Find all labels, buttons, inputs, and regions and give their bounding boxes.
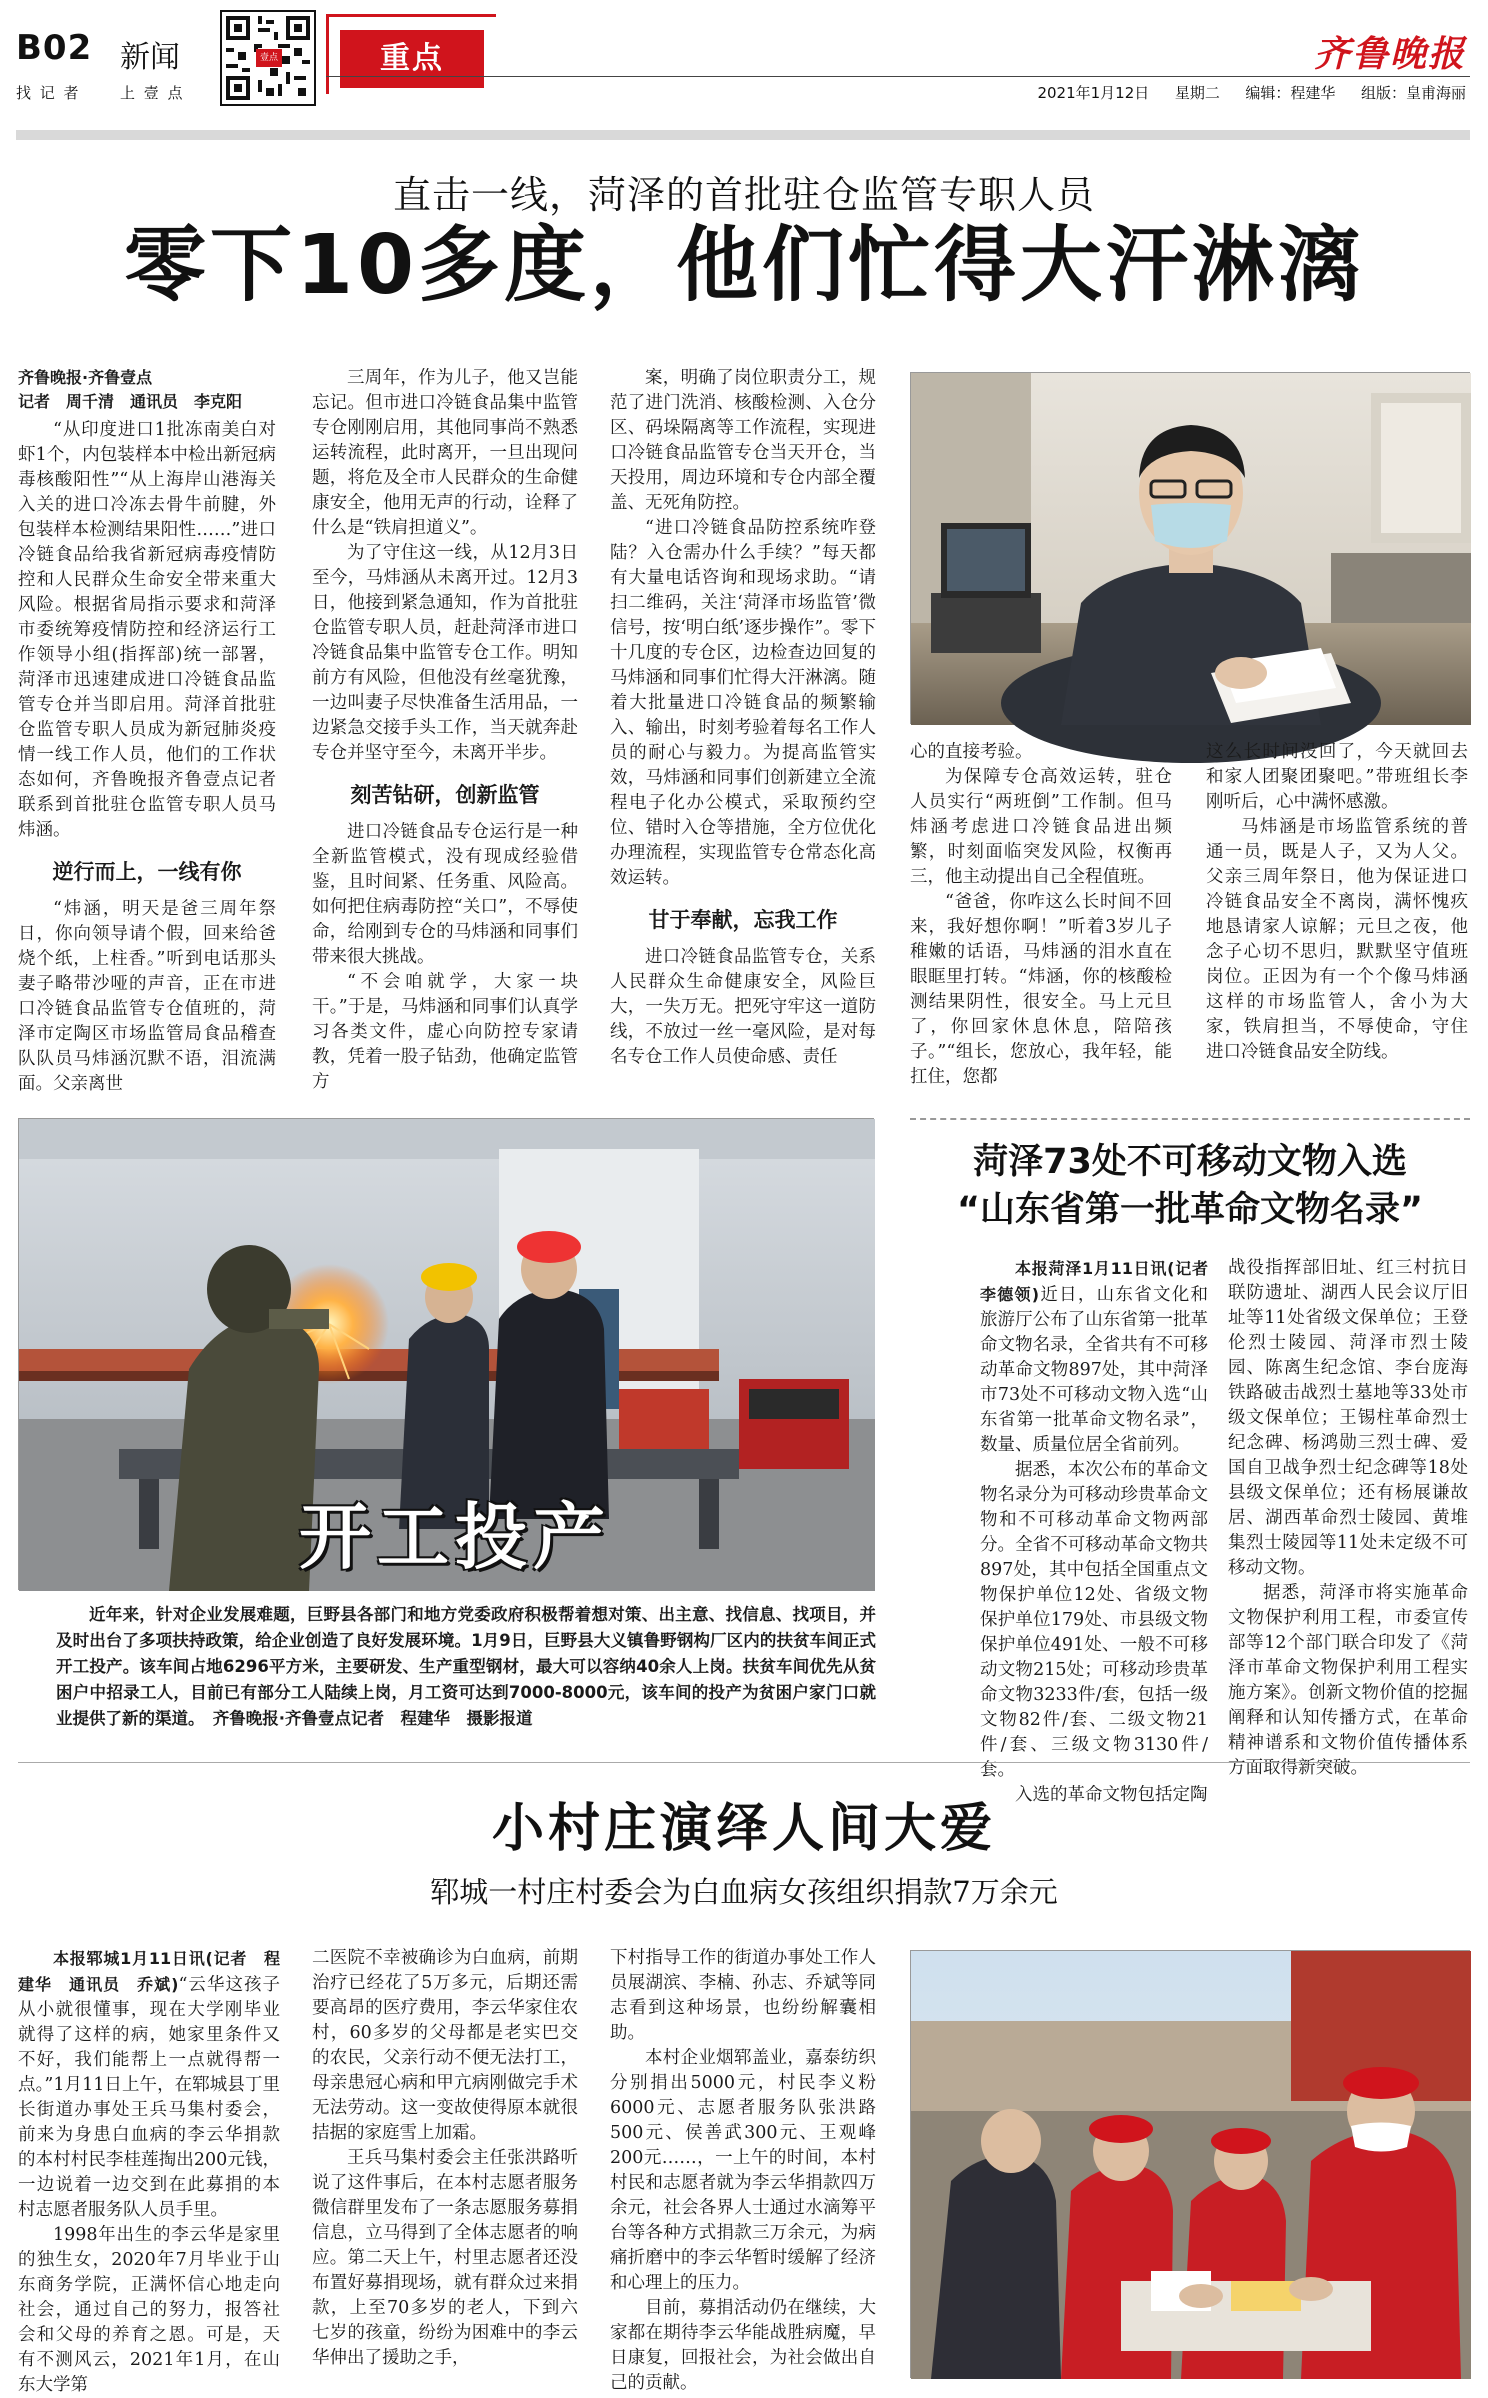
story3-headline-line2: “山东省第一批革命文物名录” xyxy=(956,1190,1423,1230)
story3-paragraph: 据悉，菏泽市将实施革命文物保护利用工程，市委宣传部等12个部门联合印发了《菏泽市革命文物保护利用工程实施方案》。创新文物价值的挖掘阐释和认知传播方式，在革命精神谱系和文物价值传播体系方面取得新突破。 xyxy=(1228,1583,1468,1778)
story1-column-2 xyxy=(312,366,578,1092)
story4-lead-text: “云华这孩子从小就很懂事，现在大学刚毕业就得了这样的病，她家里条件又不好，我们能帮上一点就得帮一点。”1月11日上午，在郓城县丁里长街道办事处王兵马集村委会，前来为身患白血病的李云华捐款的本村村民李桂莲掏出200元钱，一边说着一边交到在此募捐的本村志愿者服务队人员手里。 xyxy=(18,1975,280,2220)
qr-logo-label: 壹点 xyxy=(256,49,282,67)
layout-credit: 组版：皇甫海丽 xyxy=(1360,84,1466,102)
story1-paragraph: 三周年，作为儿子，他又岂能忘记。但市进口冷链食品集中监管专仓刚刚启用，其他同事尚不熟悉运转流程，此时离开，一旦出现问题，将危及全市人民群众的生命健康安全，他用无声的行动，诠释了什么是“铁肩担道义”。 xyxy=(312,368,578,538)
story4-column-2 xyxy=(312,1946,578,2376)
slogan-right: 上 壹 点 xyxy=(120,84,185,102)
donation-photo xyxy=(910,1950,1470,2378)
story1-photo xyxy=(910,372,1470,724)
editor-credit: 编辑：程建华 xyxy=(1245,84,1336,102)
section-tag: 重点 xyxy=(340,30,484,88)
story3-lead xyxy=(980,1256,1225,1458)
story4-column-3 xyxy=(610,1946,876,2393)
factory-photo-caption: 近年来，针对企业发展难题，巨野县各部门和地方党委政府积极帮着想对策、出主意、找信息、找项目，并及时出台了多项扶持政策，给企业创造了良好发展环境。1月9日，巨野县大义镇鲁野钢构厂区内的扶贫车间正式开工投产。该车间占地6296平方米，主要研发、生产重型钢材，最大可以容纳40余人上岗。扶贫车间优先从贫困户中招录工人，目前已有部分工人陆续上岗，月工资可达到7000-8000元，该车间的投产为贫困户家门口就业提供了新的渠道。 齐鲁晚报·齐鲁壹点记者 程建华 摄影报道 xyxy=(56,1605,876,1728)
story4-paragraph: 1998年出生的李云华是家里的独生女，2020年7月毕业于山东商务学院，正满怀信心地走向社会，通过自己的努力，报答社会和父母的养育之恩。可是，天有不测风云，2021年1月，在山东大学第 xyxy=(18,2225,280,2395)
story3-lead-text: 近日，山东省文化和旅游厅公布了山东省第一批革命文物名录，全省共有不可移动革命文物897处，其中菏泽市73处不可移动文物入选“山东省第一批革命文物名录”，数量、质量位居全省前列。 xyxy=(980,1285,1208,1455)
story1-paragraph: “爸爸，你咋这么长时间不回来，我好想你啊！”听着3岁儿子稚嫩的话语，马炜涵的泪水直在眼眶里打转。“炜涵，你的核酸检测结果阴性，很安全。马上元旦了，你回家休息休息，陪陪孩子。”“组长，您放心，我年轻，能扛住，您都 xyxy=(910,892,1172,1087)
story1-paragraph: 进口冷链食品专仓运行是一种全新监管模式，没有现成经验借鉴，且时间紧、任务重、风险高。如何把住病毒防控“关口”，不辱使命，给刚到专仓的马炜涵和同事们带来很大挑战。 xyxy=(312,822,578,967)
story1-paragraph: 案，明确了岗位职责分工，规范了进门洗消、核酸检测、入仓分区、码垛隔离等工作流程，实现进口冷链食品监管专仓当天开仓，当天投用，周边环境和专仓内部全覆盖、无死角防控。 xyxy=(610,368,876,513)
story4-subhead: 郓城一村庄村委会为白血病女孩组织捐款7万余元 xyxy=(430,1875,1058,1909)
slogan-left: 找 记 者 xyxy=(16,84,81,102)
story3-paragraph: 入选的革命文物包括定陶 xyxy=(1015,1785,1208,1805)
story4-paragraph: 本村企业烟郓盖业，嘉泰纺织分别捐出5000元，村民李义粉6000元、志愿者服务队张洪路500元、侯善武300元、王观峰200元……，一上午的时间，本村村民和志愿者就为李云华捐款四万余元，社会各界人士通过水滴筹平台等各种方式捐款三万余元，为病痛折磨中的李云华暂时缓解了经济和心理上的压力。 xyxy=(610,2048,876,2293)
story1-paragraph: 进口冷链食品监管专仓，关系人民群众生命健康安全，风险巨大，一失万无。把死守牢这一道防线，不放过一丝一毫风险，是对每名专仓工作人员使命感、责任 xyxy=(610,947,876,1067)
story3-paragraph: 战役指挥部旧址、红三村抗日联防遗址、湖西人民会议厅旧址等11处省级文保单位；王登伦烈士陵园、菏泽市烈士陵园、陈离生纪念馆、李台庞海铁路破击战烈士墓地等33处市级文保单位；王锡柱革命烈士纪念碑、杨鸿勋三烈士碑、爱国自卫战争烈士纪念碑等18处县级文保单位；还有杨展谦故居、湖西革命烈士陵园、黄堆集烈士陵园等11处未定级不可移动文物。 xyxy=(1228,1258,1468,1578)
story3-column-1 xyxy=(980,1256,1225,1805)
story1-paragraph: 马炜涵是市场监管系统的普通一员，既是人子，又为人父。父亲三周年祭日，他为保证进口冷链食品安全不离岗，满怀愧疚地恳请家人谅解；元旦之夜，他念子心切不思归，默默坚守值班岗位。正因为有一个个像马炜涵这样的市场监管人，舍小为大家，铁肩担当，不辱使命，守住进口冷链食品安全防线。 xyxy=(1206,817,1468,1062)
page-number: B02 xyxy=(16,28,93,68)
story4-headline: 小村庄演绎人间大爱 xyxy=(491,1799,996,1859)
story1-subhead-3: 甘于奉献，忘我工作 xyxy=(648,908,838,932)
section-divider xyxy=(18,1762,1470,1763)
story1-subhead-2: 刻苦钻研，创新监管 xyxy=(350,783,540,807)
story1-paragraph: 这么长时间没回了，今天就回去和家人团聚团聚吧。”带班组长李刚听后，心中满怀感激。 xyxy=(1206,742,1468,812)
header-bottom-bar xyxy=(16,130,1470,140)
section-name: 新闻 xyxy=(120,40,180,75)
header-info xyxy=(1037,82,1466,103)
story1-headline: 零下10多度，他们忙得大汗淋漓 xyxy=(123,218,1365,313)
qr-code-icon[interactable] xyxy=(220,10,316,106)
office-worker-illustration xyxy=(911,373,1471,725)
issue-weekday: 星期二 xyxy=(1174,84,1220,102)
story1-paragraph: “炜涵，明天是爸三周年祭日，你向领导请个假，回来给爸烧个纸，上柱香。”听到电话那头妻子略带沙哑的声音，正在市进口冷链食品监管专仓值班的，菏泽市定陶区市场监管局食品稽查队队员马炜涵沉默不语，泪流满面。父亲离世 xyxy=(18,899,276,1094)
story1-paragraph: “从印度进口1批冻南美白对虾1个，内包装样本中检出新冠病毒核酸阳性”“从上海岸山港海关入关的进口冷冻去骨牛前腱，外包装样本检测结果阳性……”进口冷链食品给我省新冠病毒疫情防控和人民群众生命安全带来重大风险。根据省局指示要求和菏泽市委统筹疫情防控和经济运行工作领导小组(指挥部)统一部署，菏泽市迅速建成进口冷链食品监管专仓并当即启用。菏泽首批驻仓监管专职人员成为新冠肺炎疫情一线工作人员，他们的工作状态如何，齐鲁晚报齐鲁壹点记者联系到首批驻仓监管专职人员马炜涵。 xyxy=(18,420,276,840)
story4-dateline: 本报郓城1月11日讯(记者 程建华 通讯员 乔斌) xyxy=(18,1949,280,1994)
story4-paragraph: 目前，募捐活动仍在继续，大家都在期待李云华能战胜病魔，早日康复，回报社会，为社会做出自己的贡献。 xyxy=(610,2298,876,2393)
issue-date: 2021年1月12日 xyxy=(1037,84,1150,102)
story1-column-5 xyxy=(1206,740,1468,1062)
story1-byline-2: 记者 周千清 通讯员 李克阳 xyxy=(18,392,243,411)
story4-paragraph: 下村指导工作的街道办事处工作人员展湖滨、李楠、孙志、乔斌等同志看到这种场景，也纷纷解囊相助。 xyxy=(610,1948,876,2043)
story1-byline-1: 齐鲁晚报·齐鲁壹点 xyxy=(18,368,153,387)
story3-top-rule xyxy=(910,1118,1470,1120)
story1-column-1 xyxy=(18,366,276,1094)
story1-column-3 xyxy=(610,366,876,1067)
story3-headline-line1: 菏泽73处不可移动文物入选 xyxy=(973,1142,1407,1182)
story1-kicker: 直击一线，菏泽的首批驻仓监管专职人员 xyxy=(392,173,1095,217)
story1-column-4 xyxy=(910,740,1172,1087)
story1-paragraph: 为保障专仓高效运转，驻仓人员实行“两班倒”工作制。但马炜涵考虑进口冷链食品进出频繁，时刻面临突发风险，权衡再三，他主动提出自己全程值班。 xyxy=(910,767,1172,887)
story3-column-2 xyxy=(1228,1256,1468,1778)
story4-paragraph: 王兵马集村委会主任张洪路听说了这件事后，在本村志愿者服务微信群里发布了一条志愿服务募捐信息，立马得到了全体志愿者的响应。第二天上午，村里志愿者还没布置好募捐现场，就有群众过来捐款，上至70多岁的老人，下到六七岁的孩童，纷纷为困难中的李云华伸出了援助之手， xyxy=(312,2148,578,2368)
story3-paragraph: 据悉，本次公布的革命文物名录分为可移动珍贵革命文物和不可移动革命文物两部分。全省不可移动革命文物共897处，其中包括全国重点文物保护单位12处、省级文物保护单位179处、市县级文物保护单位491处、一般不可移动文物215处；可移动珍贵革命文物3233件/套，包括一级文物82件/套、二级文物21件/套、三级文物3130件/套。 xyxy=(980,1460,1208,1780)
story1-paragraph: 为了守住这一线，从12月3日至今，马炜涵从未离开过。12月3日，他接到紧急通知，作为首批驻仓监管专职人员，赶赴菏泽市进口冷链食品集中监管专仓工作。明知前方有风险，但他没有丝毫犹豫，一边叫妻子尽快准备生活用品，一边紧急交接手头工作，当天就奔赴专仓并坚守至今，未离开半步。 xyxy=(312,543,578,763)
donation-illustration xyxy=(911,1951,1471,2379)
story4-paragraph: 二医院不幸被确诊为白血病，前期治疗已经花了5万多元，后期还需要高昂的医疗费用，李云华家住农村，60多岁的父母都是老实巴交的农民，父亲行动不便无法打工，母亲患冠心病和甲亢病刚做完手术无法劳动。这一变故使得原本就很拮据的家庭雪上加霜。 xyxy=(312,1948,578,2143)
story3-dateline: 本报菏泽1月11日讯(记者 李德领) xyxy=(980,1259,1225,1304)
paper-logo: 齐鲁晚报 xyxy=(1313,33,1466,75)
header-rule xyxy=(326,76,1470,77)
story1-paragraph: “不会咱就学，大家一块干。”于是，马炜涵和同事们认真学习各类文件，虚心向防控专家请教，凭着一股子钻劲，他确定监管方 xyxy=(312,972,578,1092)
story1-paragraph: “进口冷链食品防控系统咋登陆？入仓需办什么手续？”每天都有大量电话咨询和现场求助。“请扫二维码，关注‘菏泽市场监管’微信号，按‘明白纸’逐步操作”。零下十几度的专仓区，边检查边回复的马炜涵和同事们忙得大汗淋漓。随着大批量进口冷链食品的频繁输入、输出，时刻考验着每名工作人员的耐心与毅力。为提高监管实效，马炜涵和同事们创新建立全流程电子化办公模式，采取预约空位、错时入仓等措施，全方位优化办理流程，实现监管专仓常态化高效运转。 xyxy=(610,518,876,888)
story1-paragraph: 心的直接考验。 xyxy=(910,742,1033,762)
story1-subhead-1: 逆行而上，一线有你 xyxy=(52,860,242,884)
factory-photo xyxy=(18,1118,874,1590)
story4-lead xyxy=(18,1946,280,2223)
story4-column-1 xyxy=(18,1946,280,2395)
factory-photo-title: 开工投产 xyxy=(299,1495,612,1579)
